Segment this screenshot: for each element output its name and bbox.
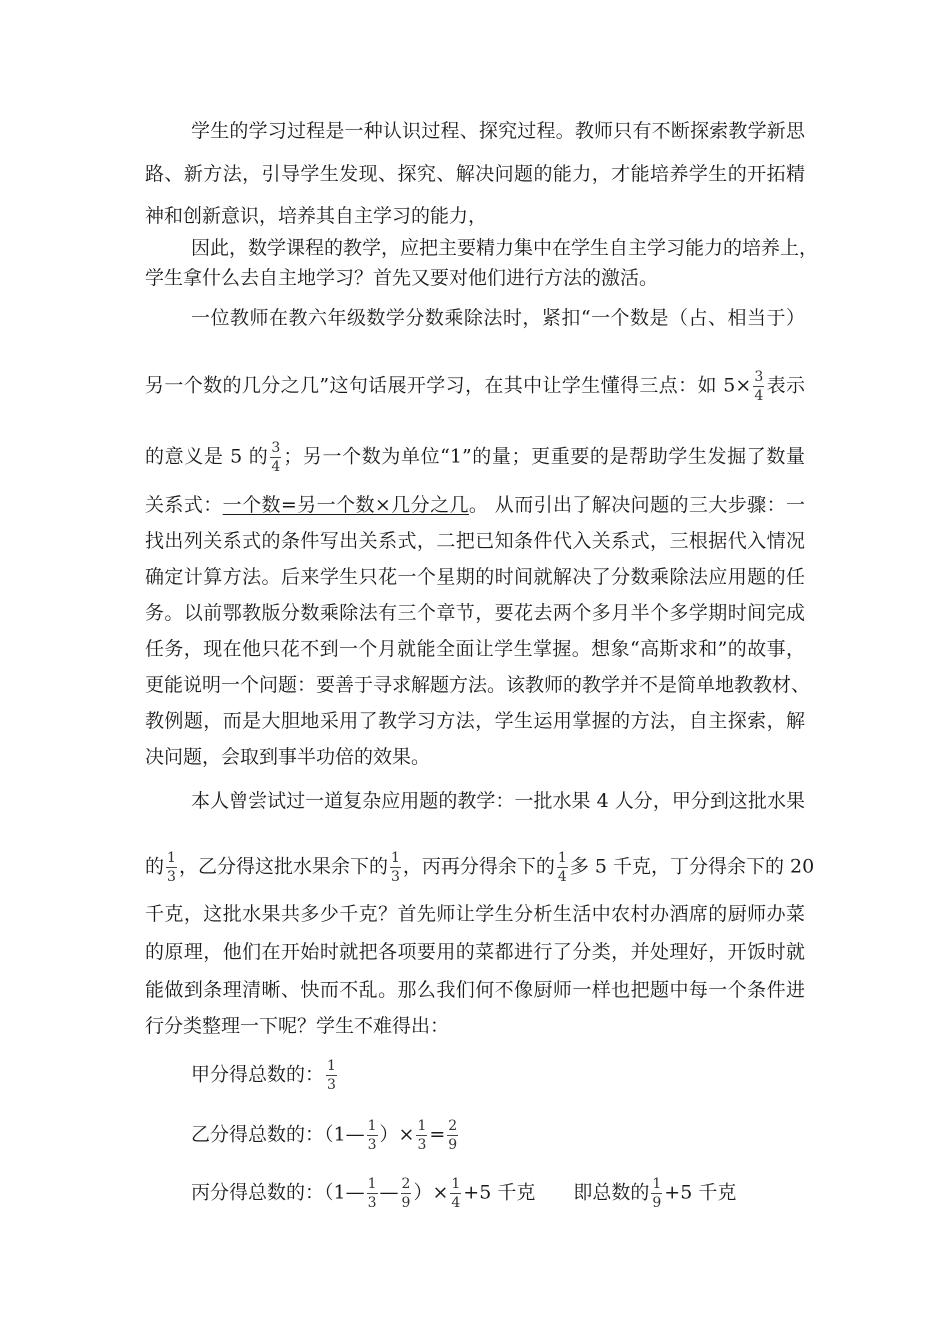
paragraph-3-line-2 — [145, 369, 805, 404]
paragraph-1-line-3: 神和创新意识，培养其自主学习的能力， — [145, 205, 488, 227]
fraction-bar — [270, 457, 281, 458]
fraction-two-ninths — [447, 1118, 458, 1153]
fraction-bar — [450, 1193, 461, 1194]
fraction-three-quarters — [753, 369, 764, 404]
paragraph-4-line-5: 能做到条理清晰、快而不乱。那么我们何不像厨师一样也把题中每一个条件进 — [145, 979, 805, 1001]
paragraph-3-line-7: 务。以前鄂教版分数乘除法有三个章节，要花去两个多月半个多学期时间完成 — [145, 602, 805, 624]
fraction-one-quarter — [557, 850, 568, 885]
fraction-one-ninth — [651, 1176, 662, 1211]
paragraph-4-line-2-text: 的 — [145, 855, 165, 878]
fraction-bar — [557, 867, 568, 868]
fraction-one-third — [326, 1058, 337, 1093]
paragraph-1-line-2: 路、新方法，引导学生发现、探究、解决问题的能力，才能培养学生的开拓精 — [145, 163, 805, 185]
paragraph-3-line-4-text: 关系式： — [145, 494, 223, 516]
fraction-denominator: 9 — [652, 1195, 662, 1211]
paragraph-3-line-2-text: 另一个数的几分之几”这句话展开学习，在其中让学生懂得三点：如 5× — [145, 374, 752, 397]
paragraph-3-line-6: 确定计算方法。后来学生只花一个星期的时间就解决了分数乘除法应用题的任 — [145, 566, 805, 588]
fraction-denominator: 3 — [390, 869, 400, 885]
fraction-bar — [367, 1135, 378, 1136]
fraction-three-quarters-2 — [270, 440, 281, 475]
paragraph-3-line-3 — [145, 440, 805, 475]
paragraph-1-line-1: 学生的学习过程是一种认识过程、探究过程。教师只有不断探索教学新思 — [191, 120, 805, 142]
fraction-denominator: 9 — [401, 1195, 411, 1211]
paragraph-3-line-5: 找出列关系式的条件写出关系式，二把已知条件代入关系式，三根据代入情况 — [145, 530, 805, 552]
paragraph-3-line-4-tail: 。 从而引出了解决问题的三大步骤：一 — [468, 494, 805, 516]
fraction-denominator: 3 — [327, 1077, 336, 1093]
paragraph-4-line-1: 本人曾尝试过一道复杂应用题的教学：一批水果 4 人分，甲分到这批水果 — [191, 790, 805, 812]
fraction-numerator: 2 — [448, 1118, 458, 1134]
fraction-one-third — [367, 1118, 378, 1153]
fraction-numerator: 1 — [167, 850, 176, 866]
formula-yi — [191, 1118, 851, 1153]
fraction-numerator: 3 — [754, 369, 764, 385]
fraction-denominator: 3 — [367, 1137, 377, 1153]
formula-bing-plus: +5 千克 — [463, 1181, 536, 1204]
paragraph-3-line-3-text: 的意义是 5 的 — [145, 445, 269, 468]
paragraph-4-line-2-part-c: ，丙再分得余下的 — [402, 855, 555, 878]
fraction-denominator: 9 — [448, 1137, 458, 1153]
fraction-denominator: 3 — [367, 1195, 377, 1211]
fraction-bar — [753, 386, 764, 387]
fraction-numerator: 1 — [417, 1118, 427, 1134]
formula-jia — [191, 1058, 851, 1093]
formula-bing-alt-plus: +5 千克 — [664, 1181, 737, 1204]
paragraph-4-line-2-part-b: ，乙分得这批水果余下的 — [178, 855, 388, 878]
paragraph-4-line-4: 的原理，他们在开始时就把各项要用的菜都进行了分类，并处理好，开饭时就 — [145, 941, 805, 963]
fraction-numerator: 1 — [367, 1118, 377, 1134]
fraction-numerator: 3 — [271, 440, 281, 456]
fraction-numerator: 1 — [367, 1176, 377, 1192]
relation-formula-underlined: 一个数=另一个数×几分之几 — [222, 494, 469, 516]
paragraph-3-line-8: 任务，现在他只花不到一个月就能全面让学生掌握。想象“高斯求和”的故事， — [145, 638, 805, 660]
formula-bing-label: 丙分得总数的： — [191, 1181, 325, 1204]
fraction-one-third-2 — [390, 850, 401, 885]
fraction-bar — [166, 867, 177, 868]
formula-bing-alt-label: 即总数的 — [573, 1181, 650, 1204]
fraction-one-third — [367, 1176, 378, 1211]
formula-yi-equals: = — [429, 1123, 446, 1146]
formula-bing-close: ）× — [413, 1181, 449, 1204]
fraction-two-ninths — [401, 1176, 412, 1211]
paragraph-4-line-3: 千克，这批水果共多少千克？首先师让学生分析生活中农村办酒席的厨师办菜 — [145, 903, 805, 925]
fraction-numerator: 1 — [390, 850, 400, 866]
formula-bing-minus: — — [379, 1181, 399, 1204]
paragraph-2-line-1: 因此，数学课程的教学，应把主要精力集中在学生自主学习能力的培养上， — [191, 237, 819, 259]
fraction-bar — [326, 1075, 337, 1076]
paragraph-3-line-10: 教例题，而是大胆地采用了教学习方法，学生运用掌握的方法，自主探索，解 — [145, 710, 805, 732]
paragraph-4-line-6: 行分类整理一下呢？学生不难得出： — [145, 1015, 450, 1037]
fraction-bar — [651, 1193, 662, 1194]
formula-yi-close: ）× — [379, 1123, 415, 1146]
fraction-numerator: 2 — [401, 1176, 411, 1192]
fraction-numerator: 1 — [652, 1176, 662, 1192]
fraction-bar — [447, 1135, 458, 1136]
paragraph-2-line-2: 学生拿什么去自主地学习？首先又要对他们进行方法的激活。 — [145, 267, 659, 289]
fraction-numerator: 1 — [451, 1176, 461, 1192]
paragraph-3-line-11: 决问题，会取到事半功倍的效果。 — [145, 746, 431, 768]
paragraph-3-line-2-tail: 表示 — [766, 374, 805, 397]
formula-yi-label: 乙分得总数的： — [191, 1123, 325, 1146]
fraction-denominator: 3 — [417, 1137, 427, 1153]
fraction-denominator: 3 — [167, 869, 176, 885]
fraction-numerator: 1 — [327, 1058, 336, 1074]
fraction-bar — [416, 1135, 427, 1136]
fraction-one-third — [166, 850, 177, 885]
fraction-denominator: 4 — [271, 459, 281, 475]
formula-jia-label: 甲分得总数的： — [191, 1063, 325, 1086]
fraction-one-third-2 — [416, 1118, 427, 1153]
fraction-bar — [390, 867, 401, 868]
paragraph-4-line-2 — [145, 850, 815, 885]
paragraph-3-line-9: 更能说明一个问题：要善于寻求解题方法。该教师的教学并不是简单地教教材、 — [145, 674, 811, 696]
fraction-denominator: 4 — [754, 388, 764, 404]
fraction-one-quarter — [450, 1176, 461, 1211]
paragraph-4-line-2-part-d: 多 5 千克，丁分得余下的 20 — [569, 855, 815, 878]
paragraph-3-line-1: 一位教师在教六年级数学分数乘除法时，紧扣“一个数是（占、相当于） — [191, 307, 805, 329]
fraction-denominator: 4 — [451, 1195, 461, 1211]
formula-yi-open: （1— — [324, 1123, 365, 1146]
fraction-bar — [401, 1193, 412, 1194]
fraction-numerator: 1 — [557, 850, 567, 866]
formula-bing-open: （1— — [324, 1181, 365, 1204]
formula-bing — [191, 1176, 851, 1211]
paragraph-3-line-4 — [145, 493, 805, 517]
fraction-bar — [367, 1193, 378, 1194]
fraction-denominator: 4 — [557, 869, 567, 885]
paragraph-3-line-3-tail: ；另一个数为单位“1”的量；更重要的是帮助学生发掘了数量 — [283, 445, 805, 468]
